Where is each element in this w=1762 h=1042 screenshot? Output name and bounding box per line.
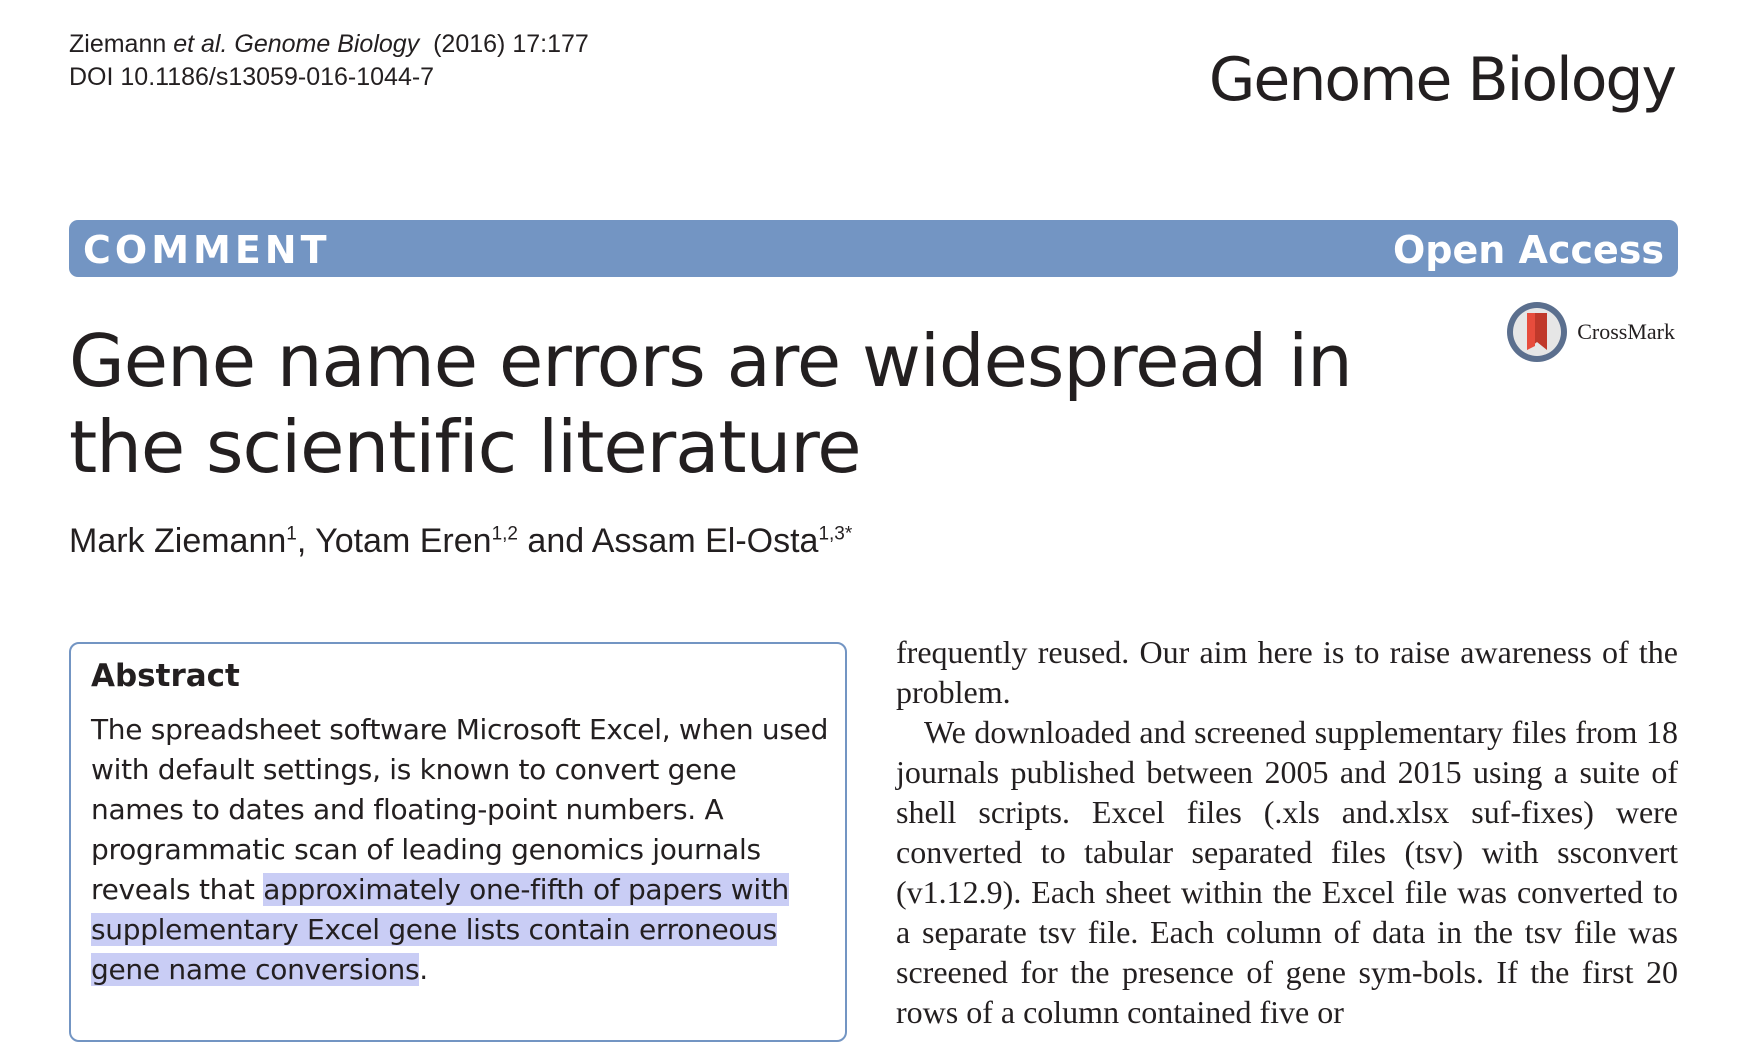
author-separator: ,	[296, 522, 316, 560]
abstract-heading: Abstract	[91, 658, 240, 694]
citation-etal: et al.	[173, 30, 228, 58]
abstract-text	[91, 710, 831, 990]
author-affiliation: 1,3*	[818, 523, 853, 545]
author-name[interactable]: Assam El-Osta	[591, 522, 819, 560]
article-type-label: COMMENT	[83, 228, 331, 272]
citation-journal: Genome Biology	[234, 30, 420, 58]
author-name[interactable]: Mark Ziemann	[69, 522, 287, 560]
body-paragraph: frequently reused. Our aim here is to raise awareness of the problem.	[896, 634, 1678, 710]
journal-logo[interactable]: Genome Biology	[1208, 45, 1675, 115]
body-column	[896, 632, 1678, 1032]
author-affiliation: 1,2	[491, 523, 518, 545]
abstract-box	[69, 642, 847, 1042]
citation-year-volume: (2016) 17:177	[433, 30, 589, 58]
crossmark-button[interactable]	[1505, 300, 1675, 364]
author-name[interactable]: Yotam Eren	[315, 522, 492, 560]
crossmark-label: CrossMark	[1577, 319, 1675, 344]
abstract-text-end: .	[419, 953, 428, 986]
article-type-banner	[69, 220, 1678, 277]
citation-authors: Ziemann	[69, 30, 167, 58]
crossmark-icon	[1505, 300, 1569, 364]
open-access-label: Open Access	[1392, 228, 1664, 272]
article-title: Gene name errors are widespread in the scientific literature	[69, 319, 1352, 489]
doi[interactable]: DOI 10.1186/s13059-016-1044-7	[69, 63, 435, 91]
abstract-text-highlighted: approximately one-fifth of papers with supplementary Excel gene lists contain erroneous gene name conversions	[91, 873, 789, 986]
body-paragraph: We downloaded and screened supplementary files from 18 journals published between 2005 and 2015 using a suite of shell scripts. Excel files (.xls and.xlsx suf-fixes) were converted to tabular separated files (tsv) with ssconvert (v1.12.9). Each sheet within the Excel file was converted to a separate tsv file. Each column of data in the tsv file was screened for the presence of gene sym-bols. If the first 20 rows of a column contained five or	[896, 714, 1678, 1030]
author-affiliation: 1	[286, 523, 297, 545]
citation-line	[69, 28, 589, 61]
author-separator: and	[517, 522, 592, 560]
abstract-text-plain: The spreadsheet software Microsoft Excel, when used with default settings, is known to convert gene names to dates and floating-point numbers. A programmatic scan of leading genomics journals reveals that	[91, 713, 829, 906]
citation-block	[69, 28, 589, 94]
author-list	[69, 522, 852, 561]
